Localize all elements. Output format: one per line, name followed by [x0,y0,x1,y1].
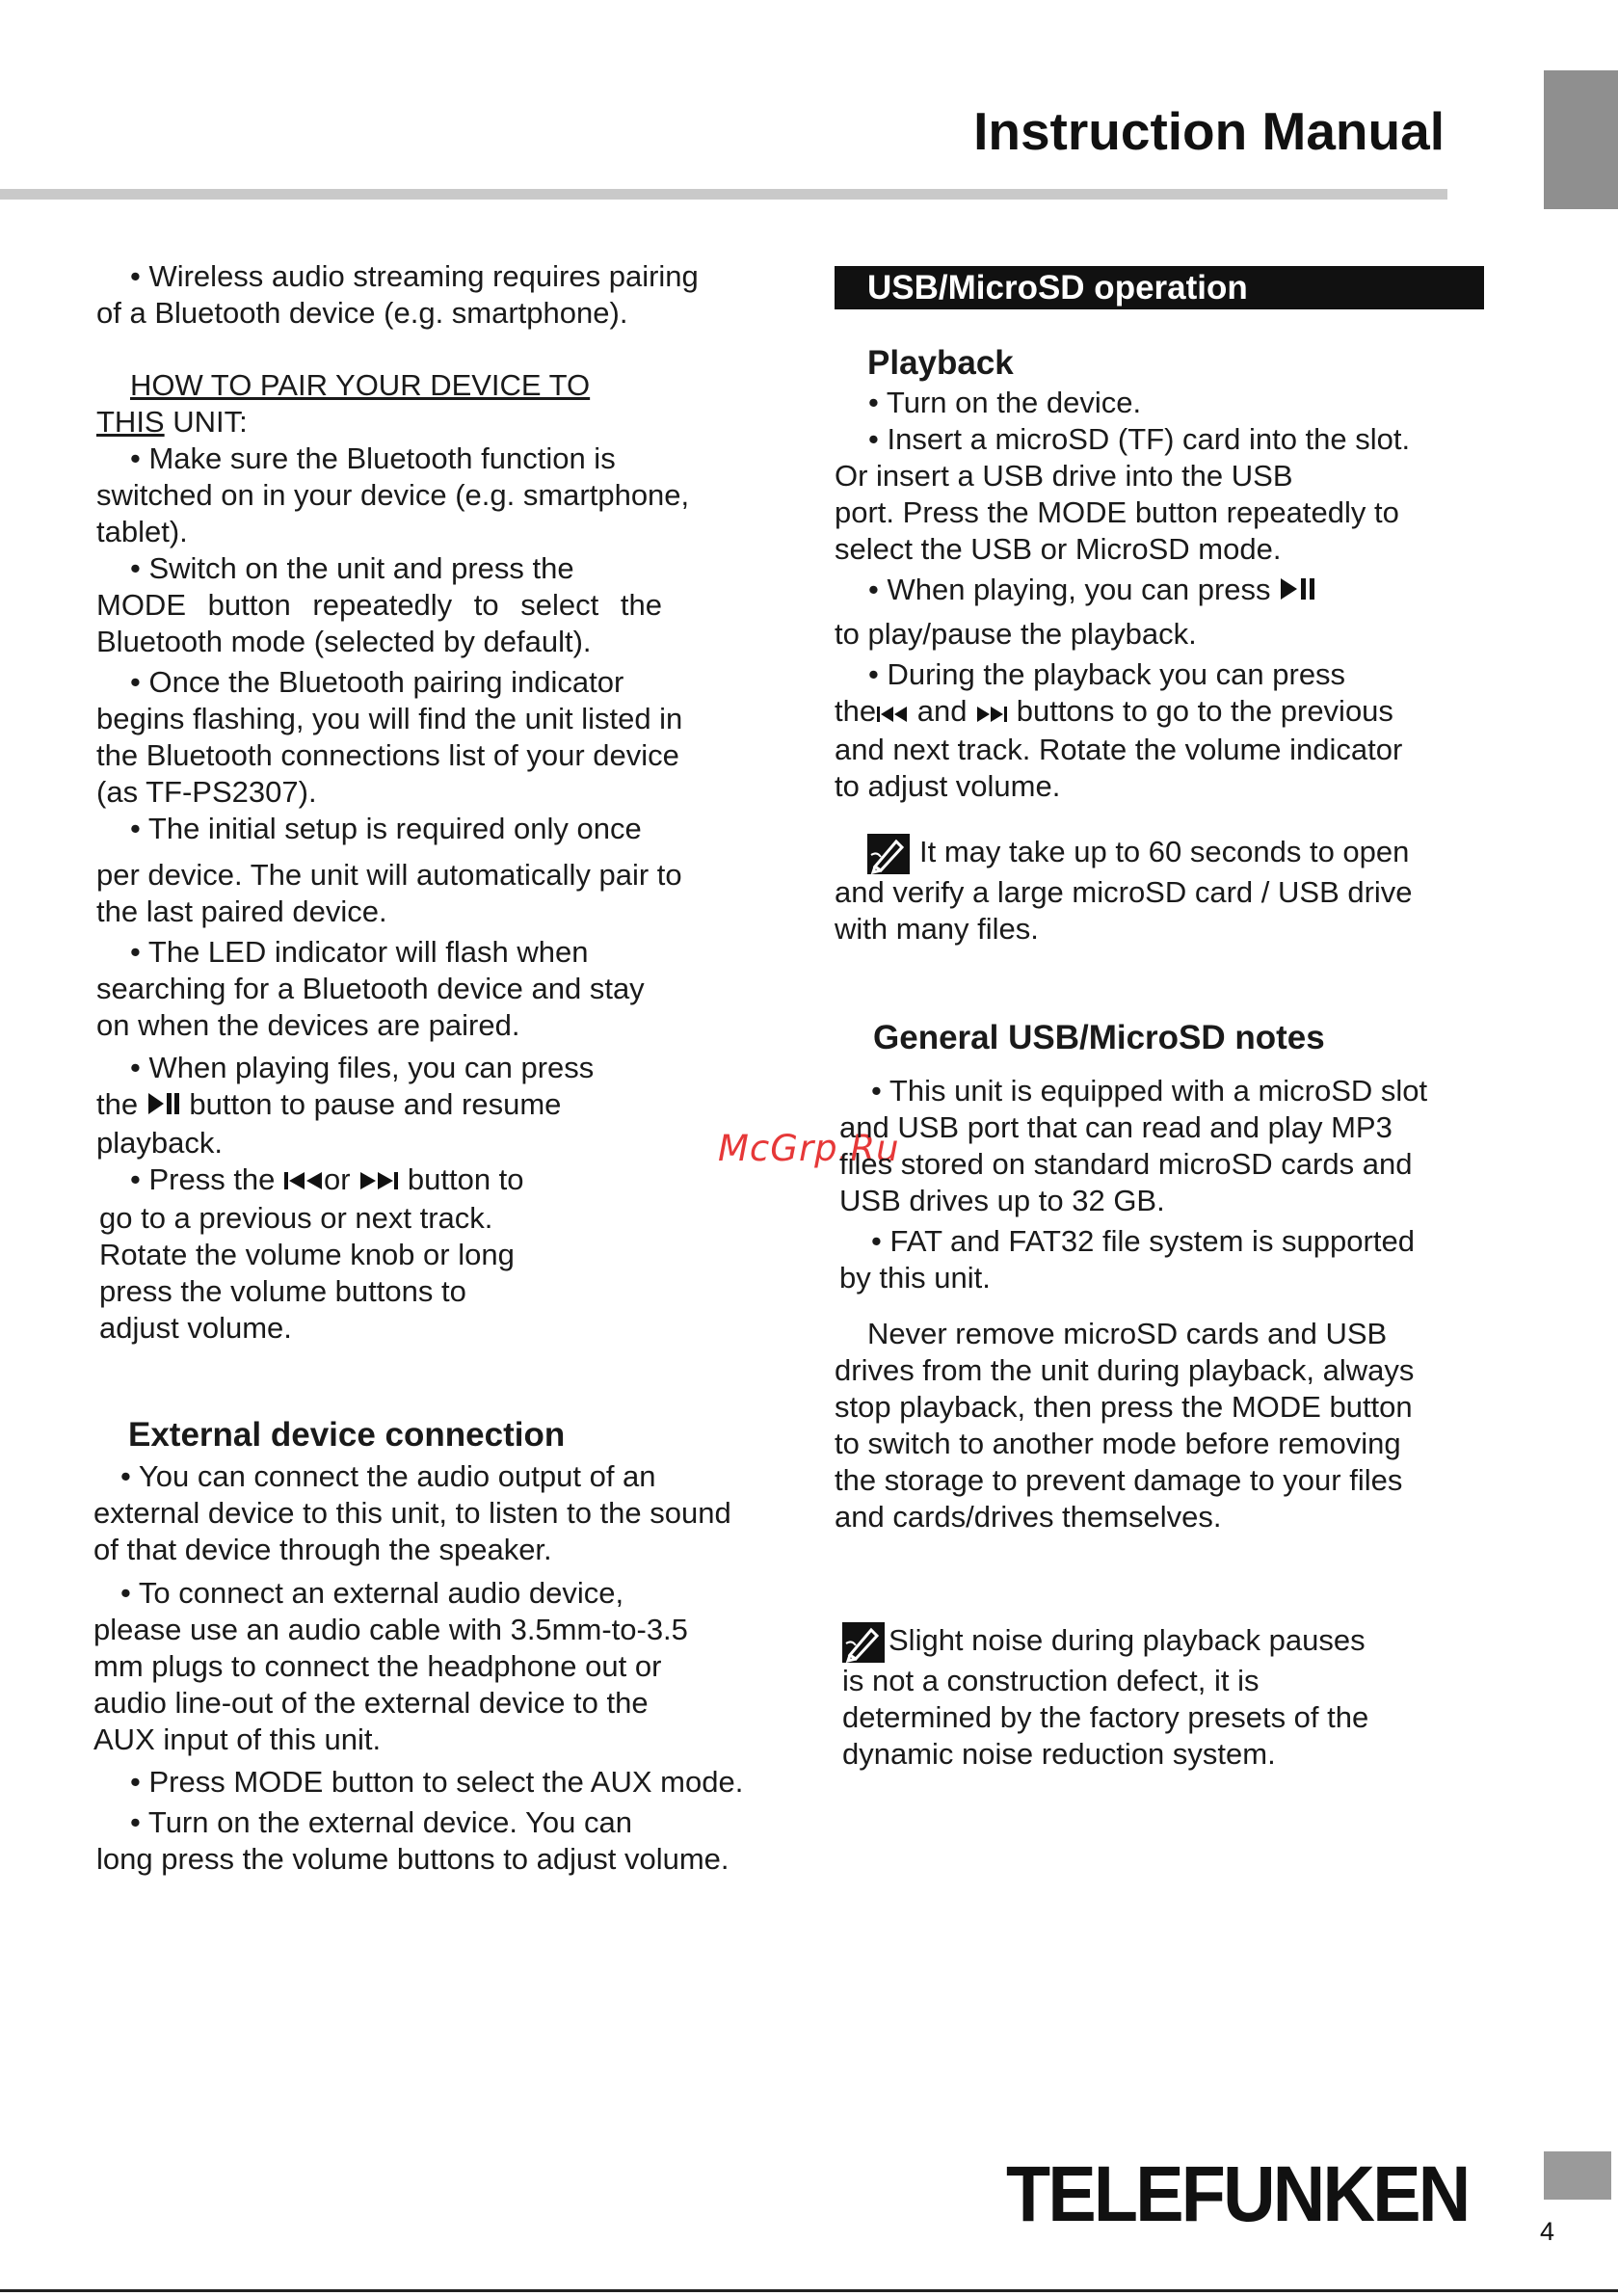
pair-heading-unit: UNIT: [164,405,248,439]
external-step-4: • Turn on the external device. You can [130,1804,632,1839]
notes-item-2: • FAT and FAT32 file system is supported [871,1223,1415,1258]
warning-paragraph: Never remove microSD cards and USB [867,1316,1388,1350]
playback-step-3-pre: • When playing, you can press [868,573,1271,606]
pair-step-3: • Once the Bluetooth pairing indicator [130,665,624,699]
pair-step-1-cont: switched on in your device (e.g. smartphone, [96,478,690,512]
pair-step-1-cont2: tablet). [96,515,188,548]
playback-step-3 [835,572,1490,610]
warning-cont2: stop playback, then press the MODE button [835,1389,1413,1424]
next-track-icon [358,1163,399,1200]
pair-step-7 [96,1161,771,1200]
notes-item-1: • This unit is equipped with a microSD slot [871,1073,1428,1108]
note-pen-icon [842,1622,885,1663]
pair-step-6: • When playing files, you can press [130,1051,595,1084]
side-tab-marker-bottom [1544,2151,1611,2200]
pair-step-4-cont: per device. The unit will automatically pair to [96,858,682,892]
external-heading: External device connection [128,1415,566,1454]
pair-step-5-cont2: on when the devices are paired. [96,1008,520,1042]
notes-item-2-cont: by this unit. [839,1260,991,1295]
playback-step-4: • During the playback you can press [868,656,1346,691]
playback-step-4-line2 [835,693,1490,732]
page-number: 4 [1540,2217,1555,2246]
side-tab-marker [1544,70,1618,209]
external-step-4-cont: long press the volume buttons to adjust volume. [96,1841,729,1876]
pair-step-7-mid: or [324,1161,351,1196]
playback-step-4-pre: the [835,693,877,728]
pair-step-7-post: button to [407,1161,524,1196]
external-step-1: • You can connect the audio output of an [120,1458,656,1493]
external-step-2-cont: please use an audio cable with 3.5mm-to-3.5 [93,1612,688,1646]
warning-cont: drives from the unit during playback, always [835,1352,1415,1387]
warning-cont5: and cards/drives themselves. [835,1499,1222,1534]
playback-step-3-cont: to play/pause the playback. [835,616,1197,651]
playback-step-4-cont3: to adjust volume. [835,768,1061,803]
pair-step-5-cont: searching for a Bluetooth device and stay [96,972,645,1005]
warning-cont3: to switch to another mode before removing [835,1426,1401,1460]
external-step-3: • Press MODE button to select the AUX mode. [130,1764,744,1799]
section-title-bar: USB/MicroSD operation [835,266,1484,309]
notes-heading: General USB/MicroSD notes [873,1018,1325,1056]
note-2 [835,1622,1490,1663]
playback-step-2-cont3: select the USB or MicroSD mode. [835,532,1282,566]
external-step-2-cont2: mm plugs to connect the headphone out or [93,1648,662,1683]
note-2-cont: is not a construction defect, it is [842,1663,1260,1697]
pair-step-7-cont2: Rotate the volume knob or long [99,1237,515,1271]
pair-step-3-cont3: (as TF-PS2307). [96,775,317,809]
pair-step-2-cont: MODE button repeatedly to select the [96,588,662,622]
previous-track-icon [876,695,909,732]
note-2-cont3: dynamic noise reduction system. [842,1736,1276,1771]
pair-step-2-cont2: Bluetooth mode (selected by default). [96,625,592,658]
watermark: McGrp.Ru [718,1128,900,1169]
playback-step-4-post: buttons to go to the previous [1016,693,1393,728]
external-step-2: • To connect an external audio device, [120,1575,624,1610]
header-divider [0,189,1447,200]
next-track-icon [975,695,1008,732]
pair-step-2: • Switch on the unit and press the [130,551,574,585]
pair-step-4-cont2: the last paired device. [96,894,387,928]
pair-step-6-cont2: playback. [96,1125,223,1160]
playback-heading: Playback [867,344,1014,382]
external-step-2-cont3: audio line-out of the external device to the [93,1685,649,1720]
note-1-text: It may take up to 60 seconds to open [919,834,1410,868]
intro-bullet: • Wireless audio streaming requires pairing [130,259,699,293]
notes-item-1-cont: and USB port that can read and play MP3 [839,1109,1393,1144]
pair-step-7-cont: go to a previous or next track. [99,1200,493,1235]
bottom-divider [0,2289,1618,2292]
note-2-cont2: determined by the factory presets of the [842,1699,1369,1734]
brand-logo: TELEFUNKEN [1006,2150,1469,2238]
playback-step-2-cont2: port. Press the MODE button repeatedly to [835,495,1399,529]
play-pause-icon [146,1088,181,1125]
pair-step-3-cont: begins flashing, you will find the unit listed in [96,702,683,735]
pair-step-7-cont4: adjust volume. [99,1310,292,1345]
external-step-2-cont4: AUX input of this unit. [93,1722,382,1756]
play-pause-icon [1279,574,1317,610]
external-step-1-cont2: of that device through the speaker. [93,1532,552,1566]
pair-heading-line2 [96,404,771,441]
previous-track-icon [283,1163,324,1200]
pair-step-4: • The initial setup is required only once [130,812,642,845]
pair-step-1: • Make sure the Bluetooth function is [130,441,616,475]
external-step-1-cont: external device to this unit, to listen to the sound [93,1495,731,1530]
left-column [93,258,771,1878]
pair-step-6-pre: the [96,1087,139,1121]
note-1 [835,834,1490,874]
playback-step-2-cont: Or insert a USB drive into the USB [835,459,1293,493]
note-1-cont2: with many files. [835,911,1039,946]
notes-item-1-cont2: files stored on standard microSD cards and [839,1146,1413,1181]
note-2-text: Slight noise during playback pauses [889,1622,1366,1657]
pair-heading-a: HOW TO PAIR YOUR DEVICE TO [130,368,591,402]
note-1-cont: and verify a large microSD card / USB drive [835,874,1413,909]
note-pen-icon [867,834,910,874]
pair-step-6-line2 [96,1086,771,1125]
pair-step-5: • The LED indicator will flash when [130,935,589,969]
right-column [835,266,1490,1773]
pair-step-7-cont3: press the volume buttons to [99,1273,466,1308]
playback-step-4-cont2: and next track. Rotate the volume indicator [835,732,1403,766]
pair-step-7-pre: • Press the [130,1161,276,1196]
playback-step-1: • Turn on the device. [868,386,1142,419]
playback-step-2: • Insert a microSD (TF) card into the slot. [868,422,1411,456]
warning-cont4: the storage to prevent damage to your files [835,1462,1403,1497]
pair-step-6-post: button to pause and resume [189,1087,562,1121]
playback-step-4-mid: and [916,693,968,728]
page-title: Instruction Manual [973,101,1445,161]
pair-heading [96,367,771,404]
intro-cont: of a Bluetooth device (e.g. smartphone). [96,296,628,330]
notes-item-1-cont3: USB drives up to 32 GB. [839,1183,1165,1217]
pair-heading-this: THIS [96,405,165,439]
pair-step-3-cont2: the Bluetooth connections list of your device [96,738,679,772]
